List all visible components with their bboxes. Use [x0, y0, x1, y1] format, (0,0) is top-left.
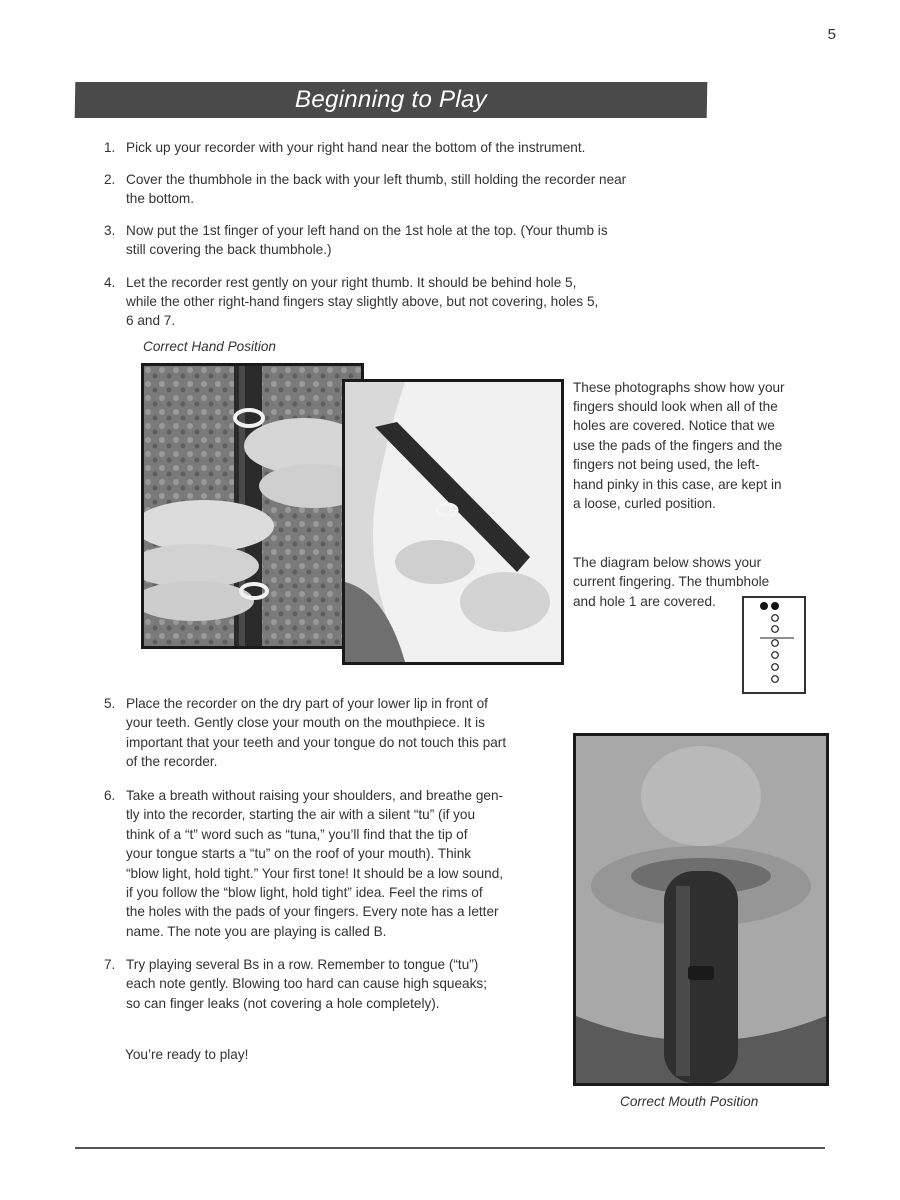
step-text-line: so can finger leaks (not covering a hole completely). [126, 995, 440, 1011]
hand-photo-side [342, 379, 564, 665]
step-text-line: of the recorder. [126, 754, 218, 770]
mouth-photo-image [576, 736, 826, 1083]
side-text-line: a loose, curled position. [573, 496, 716, 511]
step-text-line: while the other right-hand fingers stay slightly above, but not covering, holes 5, [126, 294, 599, 309]
step-text-line: tly into the recorder, starting the air with a silent “tu” (if you [126, 807, 476, 823]
mouth-photo [573, 733, 829, 1086]
step-text-line: each note gently. Blowing too hard can cause high squeaks; [126, 976, 487, 992]
step-text-line: if you follow the “blow light, hold tight” idea. Feel the rims of [126, 885, 483, 900]
side-text-line: and hole 1 are covered. [573, 594, 716, 609]
hole-2-open [772, 615, 779, 622]
title-banner [75, 82, 708, 118]
step-text-line: Try playing several Bs in a row. Remember to tongue (“tu”) [126, 957, 479, 972]
side-text-line: holes are covered. Notice that we [573, 418, 775, 433]
step-text-line: name. The note you are playing is called B. [126, 923, 387, 939]
hole-6-open [772, 664, 779, 671]
hand-photo-side-image [345, 382, 561, 662]
hole-5-open [772, 652, 779, 659]
step-text-line: Place the recorder on the dry part of your lower lip in front of [126, 696, 488, 711]
side-text-line: current fingering. The thumbhole [573, 574, 770, 589]
step-text-line: Take a breath without raising your shoulders, and breathe gen- [126, 788, 504, 803]
step-text-line: “blow light, hold tight.” Your first tone! It should be a low sound, [126, 865, 504, 881]
thumbhole-covered [760, 602, 768, 610]
step-number: 2. [104, 172, 116, 187]
hole-1-covered [771, 602, 779, 610]
step-number: 6. [104, 788, 116, 803]
step-number: 3. [104, 223, 116, 238]
step-number: 7. [104, 957, 116, 972]
step-text-line: still covering the back thumbhole.) [126, 242, 332, 257]
step-number: 4. [104, 275, 116, 290]
side-text-line: fingers not being used, the left- [573, 457, 760, 472]
step-text-line: Let the recorder rest gently on your right thumb. It should be behind hole 5, [126, 275, 577, 290]
hole-7-open [772, 676, 779, 683]
footer-rule [75, 1147, 825, 1149]
hand-position-caption: Correct Hand Position [143, 339, 276, 354]
step-text-line: the bottom. [126, 191, 195, 206]
step-text-line: think of a “t” word such as “tuna,” you’ll find that the tip of [126, 826, 468, 842]
step-text-line: Cover the thumbhole in the back with your left thumb, still holding the recorder near [126, 172, 627, 187]
hand-photo-front [141, 363, 364, 649]
side-text-line: These photographs show how your [573, 380, 785, 395]
step-text-line: your teeth. Gently close your mouth on the mouthpiece. It is [126, 715, 485, 731]
step-text-line: your tongue starts a “tu” on the roof of your mouth). Think [126, 846, 472, 862]
hole-3-open [772, 626, 779, 633]
step-text-line: Now put the 1st finger of your left hand on the 1st hole at the top. (Your thumb is [126, 223, 608, 238]
step-text-line: 6 and 7. [126, 313, 176, 328]
step-number: 1. [104, 140, 116, 155]
mouth-position-caption: Correct Mouth Position [620, 1094, 759, 1109]
side-text-line: use the pads of the fingers and the [573, 438, 783, 453]
page-title: Beginning to Play [294, 86, 488, 113]
fingering-diagram [742, 596, 806, 694]
step-text-line: important that your teeth and your tongue do not touch this part [126, 734, 507, 750]
step-text-line: the holes with the pads of your fingers. Every note has a letter [126, 904, 499, 920]
side-text-line: hand pinky in this case, are kept in [573, 477, 782, 492]
hand-photo-front-image [144, 366, 361, 646]
hole-4-open [772, 640, 779, 647]
step-number: 5. [104, 696, 116, 711]
side-text-line: The diagram below shows your [573, 555, 762, 570]
ready-to-play-text: You’re ready to play! [125, 1047, 249, 1062]
page-number: 5 [827, 26, 836, 43]
side-text-line: fingers should look when all of the [573, 399, 778, 414]
fingering-chart [744, 598, 804, 692]
step-text: Pick up your recorder with your right hand near the bottom of the instrument. [126, 140, 586, 155]
